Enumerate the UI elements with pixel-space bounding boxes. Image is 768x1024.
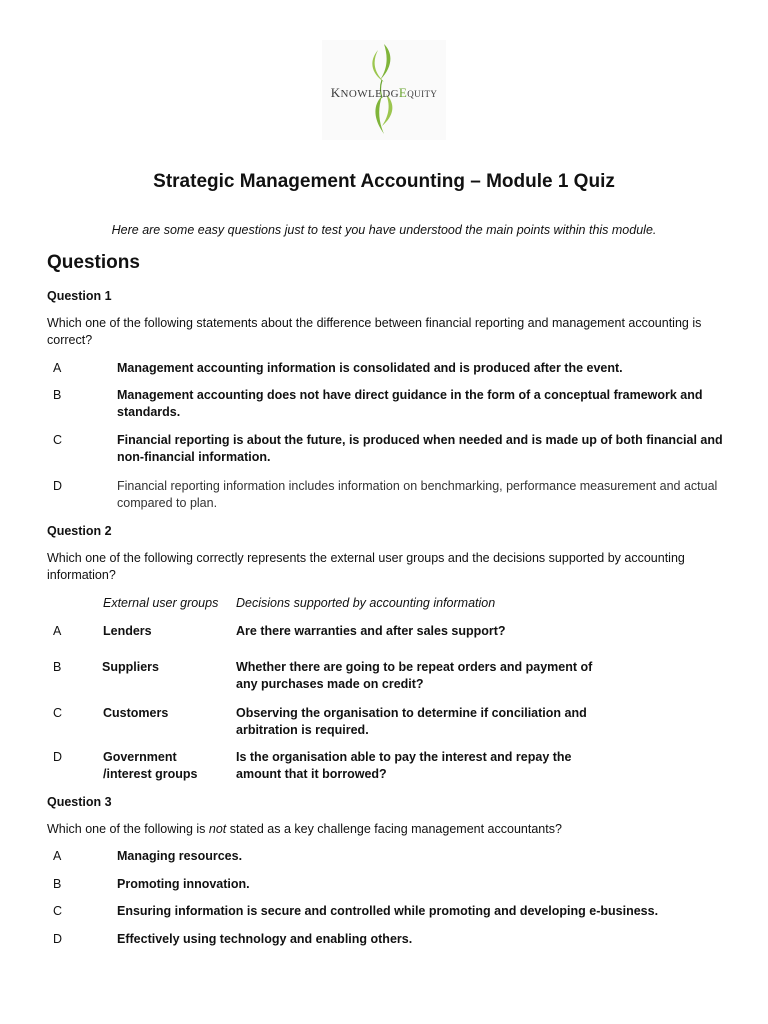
q2-row-c-letter: C [53,706,63,720]
q2-row-b-decision: Whether there are going to be repeat orders and payment of any purchases made on credit? [236,660,593,691]
q2-row-d-letter: D [53,750,63,764]
q1-option-c-text: Financial reporting is about the future, is produced when needed and is made up of both financial and non-financial information. [117,433,723,464]
q1-option-b-text: Management accounting does not have direct guidance in the form of a conceptual framework and standards. [117,388,703,419]
q2-row-b-letter: B [53,660,62,674]
q2-row-a-group: Lenders [103,624,152,638]
question-1-stem: Which one of the following statements about the difference between financial reporting and management accounting is correct? [47,316,702,347]
q1-option-b-letter: B [53,388,62,402]
q1-option-d-text: Financial reporting information includes information on benchmarking, performance measurement and actual compared to plan. [117,479,718,510]
q3-option-c-text: Ensuring information is secure and controlled while promoting and developing e-business. [117,904,659,918]
q3-option-b-text: Promoting innovation. [117,877,250,891]
q3-option-b-letter: B [53,877,62,891]
q3-emphasis: not [208,822,227,836]
question-3-stem: Which one of the following is not stated as a key challenge facing management accountants? [47,822,562,836]
q3-option-d-text: Effectively using technology and enabling others. [117,932,413,946]
knowledgequity-logo [322,40,446,140]
page-title: Strategic Management Accounting – Module 1 Quiz [153,171,615,192]
q2-row-a-letter: A [53,624,62,638]
q3-option-d-letter: D [53,932,63,946]
question-1-label: Question 1 [47,289,112,303]
q3-option-c-letter: C [53,904,63,918]
q2-row-d-decision: Is the organisation able to pay the interest and repay the amount that it borrowed? [236,750,572,781]
q3-option-a-letter: A [53,849,62,863]
q2-row-a-decision: Are there warranties and after sales support? [236,624,506,638]
q2-header-decisions: Decisions supported by accounting information [236,596,496,610]
q3-option-a-text: Managing resources. [117,849,243,863]
q1-option-a-letter: A [53,361,62,375]
q1-option-a-text: Management accounting information is consolidated and is produced after the event. [117,361,623,375]
q1-option-c-letter: C [53,433,63,447]
q2-row-b-group: Suppliers [102,660,159,674]
logo-wordmark: KNOWLEDGEQUITY [330,85,438,100]
q1-option-d-letter: D [53,479,63,493]
q2-row-c-group: Customers [103,706,169,720]
intro-text: Here are some easy questions just to test you have understood the main points within this module. [111,223,657,237]
question-2-label: Question 2 [47,524,112,538]
question-3-label: Question 3 [47,795,112,809]
q2-row-c-decision: Observing the organisation to determine if conciliation and arbitration is required. [236,706,587,737]
question-2-stem: Which one of the following correctly represents the external user groups and the decisions supported by accounting information? [47,551,685,582]
section-heading: Questions [47,252,140,273]
q2-row-d-group: Government /interest groups [103,750,198,781]
q2-header-groups: External user groups [103,596,219,610]
